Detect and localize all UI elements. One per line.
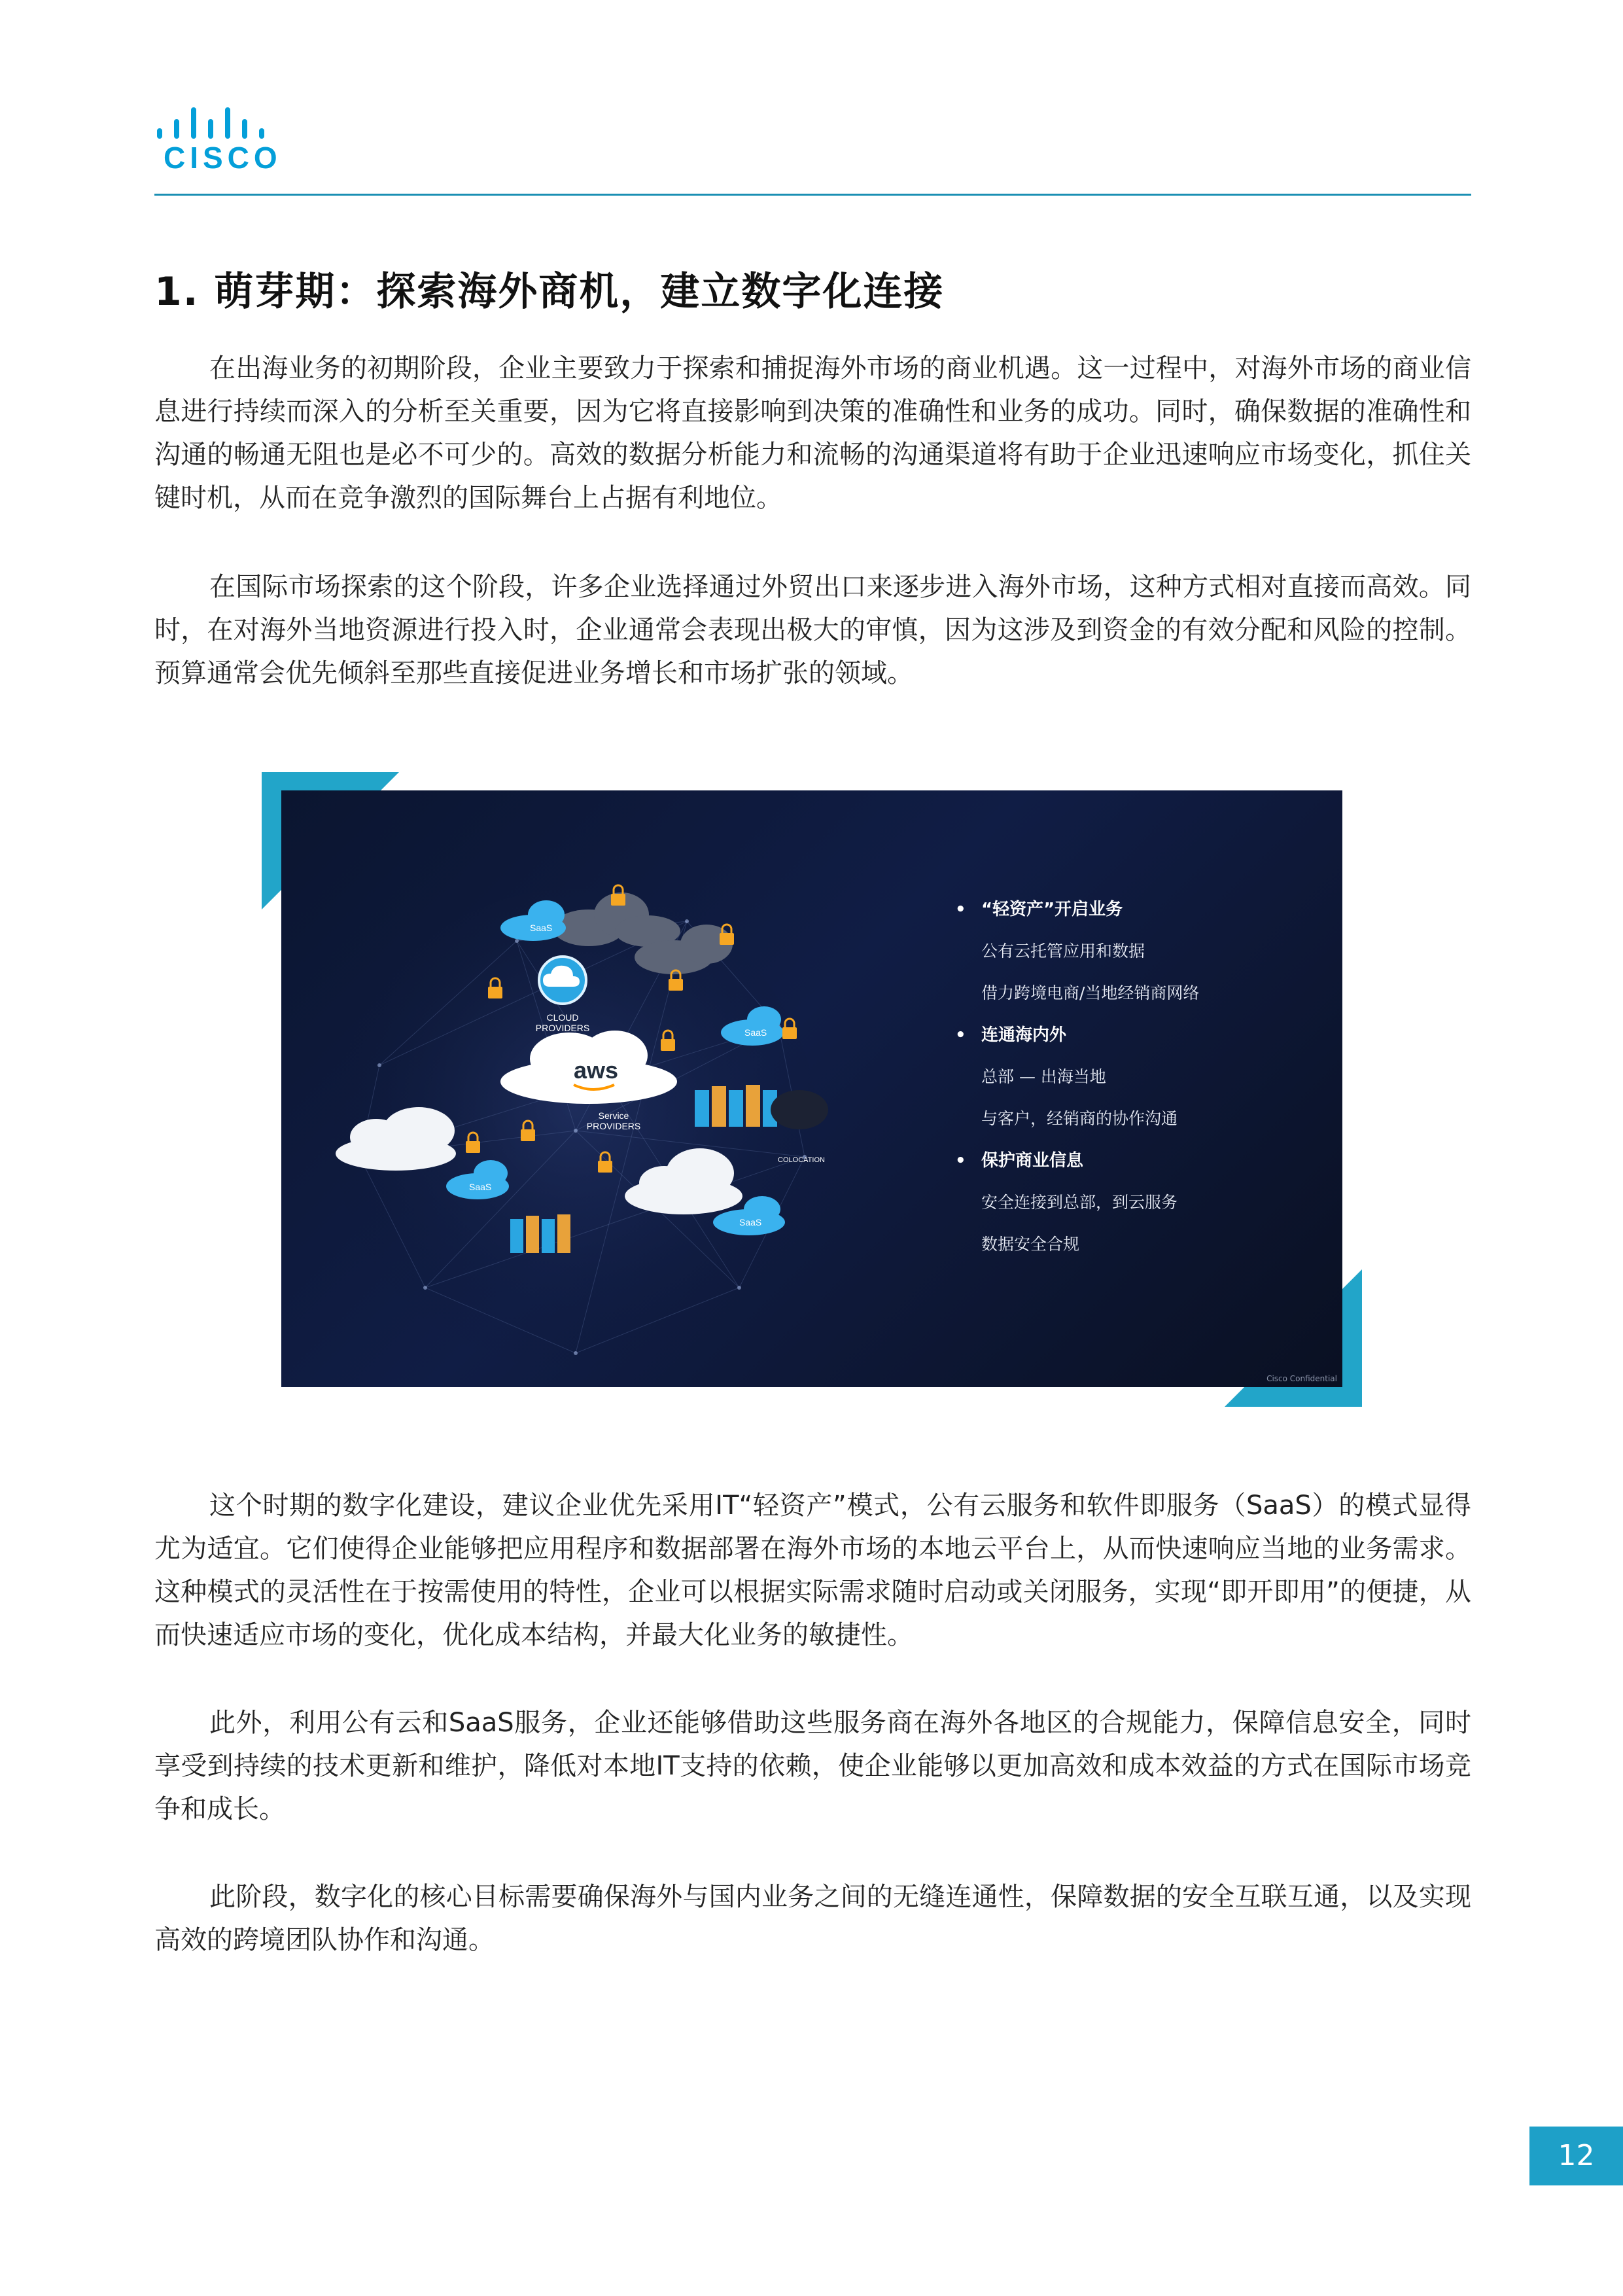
paragraph-3: 这个时期的数字化建设，建议企业优先采用IT“轻资产”模式，公有云服务和软件即服务（SaaS）的模式显得尤为适宜。它们使得企业能够把应用程序和数据部署在海外市场的本地云平台上，从而快速响应当地的业务需求。这种模式的灵活性在于按需使用的特性，企业可以根据实际需求随时启动或关闭服务，实现“即开即用”的便捷，从而快速适应市场的变化，优化成本结构，并最大化业务的敏捷性。 [154,1491,1471,1650]
bullet-item: 安全连接到总部，到云服务 [981,1193,1178,1212]
paragraph-1: 在出海业务的初期阶段，企业主要致力于探索和捕捉海外市场的商业机遇。这一过程中，对海外市场的商业信息进行持续而深入的分析至关重要，因为它将直接影响到决策的准确性和业务的成功。同时，确保数据的准确性和沟通的畅通无阻也是必不可少的。高效的数据分析能力和流畅的沟通渠道将有助于企业迅速响应市场变化，抓住关键时机，从而在竞争激烈的国际舞台上占据有利地位。 [154,353,1471,513]
bullet-heading-connectivity: • 连通海内外 [955,1014,1321,1056]
service-providers-label: Service [598,1110,629,1121]
bullet-item: 借力跨境电商/当地经销商网络 [981,983,1200,1002]
cisco-logo [154,98,282,177]
bullet-heading-light-asset: • “轻资产”开启业务 [955,889,1321,930]
paragraph-4: 此外，利用公有云和SaaS服务，企业还能够借助这些服务商在海外各地区的合规能力，保障信息安全，同时享受到持续的技术更新和维护，降低对本地IT支持的依赖，使企业能够以更加高效和成本效益的方式在国际市场竞争和成长。 [154,1708,1471,1824]
paragraph-2: 在国际市场探索的这个阶段，许多企业选择通过外贸出口来逐步进入海外市场，这种方式相对直接而高效。同时，在对海外当地资源进行投入时，企业通常会表现出极大的审慎，因为这涉及到资金的有效分配和风险的控制。预算通常会优先倾斜至那些直接促进业务增长和市场扩张的领域。 [154,572,1471,688]
svg-text:aws: aws [574,1057,619,1084]
colocation-label: COLOCATION [778,1156,825,1164]
confidential-label: Cisco Confidential [1266,1374,1337,1383]
section-title: 1. 萌芽期：探索海外商机，建立数字化连接 [154,269,945,315]
diagram-bullet-list [955,889,1321,1265]
paragraph-5: 此阶段，数字化的核心目标需要确保海外与国内业务之间的无缝连通性，保障数据的安全互联互通，以及实现高效的跨境团队协作和沟通。 [154,1882,1471,1955]
svg-text:SaaS: SaaS [469,1182,492,1192]
bullet-item: 数据安全合规 [981,1235,1080,1254]
svg-text:SaaS: SaaS [530,923,553,933]
bullet-heading-protection: • 保护商业信息 [955,1140,1321,1182]
cloud-diagram-figure [262,772,1362,1407]
svg-text:SaaS: SaaS [744,1027,767,1038]
cisco-logo-text: CISCO [164,141,282,175]
header-rule [154,194,1471,196]
diagram-slide [281,790,1342,1387]
service-providers-label-2: PROVIDERS [586,1121,641,1131]
svg-text:CLOUD: CLOUD [546,1012,579,1023]
svg-text:PROVIDERS: PROVIDERS [535,1023,590,1033]
bullet-item: 公有云托管应用和数据 [981,942,1145,961]
page-number: 12 [1529,2127,1623,2185]
cisco-logo-bars-icon [154,98,279,139]
svg-text:SaaS: SaaS [739,1217,762,1227]
bullet-item: 总部 — 出海当地 [981,1067,1106,1086]
bullet-item: 与客户，经销商的协作沟通 [981,1109,1178,1128]
